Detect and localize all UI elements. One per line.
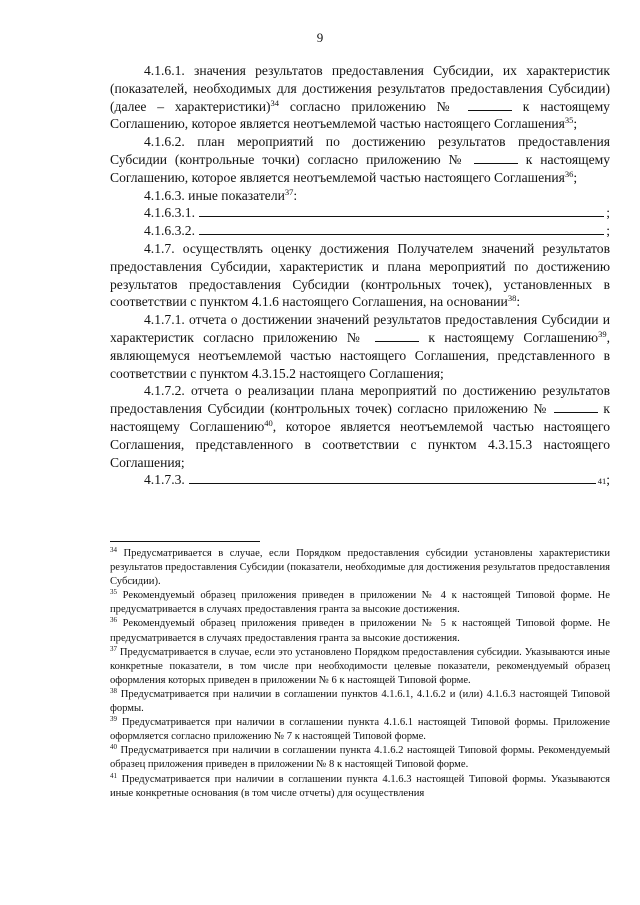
footnotes (110, 547, 610, 801)
main-text (110, 62, 610, 489)
page-number: 9 (316, 30, 324, 45)
paragraph-4-1-6-2: 4.1.6.2. план мероприятий по достижению результатов предоставления Субсидии (контрольные точки) согласно приложению № к настоящему Соглашению, которое является неотъемлемой частью настоящего Соглашения$^{36}$; (110, 134, 610, 185)
footnote-ref-37: 37 (284, 186, 294, 197)
paragraph-4-1-6-3: 4.1.6.3. иные показатели$^{37}$: (144, 186, 298, 203)
appendix-number-blank (375, 330, 419, 342)
paragraph-4-1-6-1: 4.1.6.1. значения результатов предоставления Субсидии, их характеристик (показателей, необходимых для достижения результатов предоставления Субсидии) (далее – характеристики)$^{34}$ согласно приложению № к настоящему Соглашению, которое является неотъемлемой частью настоящего Соглашения$^{35}$; (110, 63, 610, 132)
footnote-ref-36: 36 (564, 168, 574, 179)
paragraph-4-1-6-3-2: 4.1.6.3.2. ; (144, 223, 610, 239)
paragraph-4-1-7-2: 4.1.7.2. отчета о реализации плана мероприятий по достижению результатов предоставления Субсидии (контрольных точек) согласно приложению № к настоящему Соглашению$^{40}$, которое является неотъемлемой частью настоящего Соглашения, представленного в соответствии с пунктом 4.3.15.3 настоящего Соглашения; (110, 383, 610, 470)
footnote: $^{40}$ Предусматривается при наличии в соглашении пункта 4.1.6.2 настоящей Типовой формы. Рекомендуемый образец приложения приведен в приложении № 8 к настоящей Типовой форме. (110, 743, 610, 771)
footnote: $^{35}$ Рекомендуемый образец приложения приведен в приложении № 4 к настоящей Типовой форме. Не предусматривается в случаях предоставления гранта за высокие достижения. (110, 588, 610, 616)
appendix-number-blank (554, 401, 598, 413)
fill-in-line (199, 204, 604, 217)
footnote: $^{37}$ Предусматривается в случае, если это установлено Порядком предоставления субсидии. Указываются иные конкретные показатели, в том числе при необходимости целевые показатели, рекомендуемый образец оформления которых приведен в приложении № 6 к настоящей Типовой форме. (110, 644, 610, 686)
footnote-ref-39: 39 (598, 328, 607, 339)
footnote: $^{39}$ Предусматривается при наличии в соглашении пункта 4.1.6.1 настоящей Типовой формы. Приложение оформляется согласно приложению № 7 к настоящей Типовой форме. (110, 715, 610, 743)
paragraph-4-1-6-3-1: 4.1.6.3.1. ; (144, 205, 610, 221)
footnote-ref-34: 34 (270, 97, 280, 108)
paragraph-4-1-7-3: 4.1.7.3. 41 ; (144, 472, 610, 488)
footnote: $^{41}$ Предусматривается при наличии в соглашении пункта 4.1.6.3 настоящей Типовой формы. Указываются иные конкретные основания (в том числе отчеты) для осуществления (110, 771, 610, 799)
paragraph-4-1-7-1: 4.1.7.1. отчета о достижении значений результатов предоставления Субсидии и характеристик согласно приложению № к настоящему Соглашению$^{39}$, являющемуся неотъемлемой частью настоящего Соглашения, представленного в соответствии с пунктом 4.3.15.2 настоящего Соглашения; (110, 312, 610, 381)
footnote: $^{36}$ Рекомендуемый образец приложения приведен в приложении № 5 к настоящей Типовой форме. Не предусматривается в случаях предоставления гранта за высокие достижения. (110, 616, 610, 644)
paragraph-4-1-7: 4.1.7. осуществлять оценку достижения Получателем значений результатов предоставления Субсидии, характеристик и плана мероприятий по достижению результатов предоставления Субсидии (контрольных точек), установленных в соответствии с пунктом 4.1.6 настоящего Соглашения, на основании$^{38}$: (110, 240, 610, 310)
footnote: $^{34}$ Предусматривается в случае, если Порядком предоставления субсидии установлены характеристики результатов предоставления Субсидии (показатели, необходимые для достижения результатов предоставления Субсидии). (110, 546, 610, 588)
footnote-ref-38: 38 (507, 293, 517, 304)
appendix-number-blank (474, 152, 518, 164)
fill-in-line (199, 222, 604, 235)
fill-in-line (189, 471, 596, 484)
footnote: $^{38}$ Предусматривается при наличии в соглашении пунктов 4.1.6.1, 4.1.6.2 и (или) 4.1.6.3 настоящей Типовой формы. (110, 686, 610, 715)
footnote-separator (110, 541, 260, 542)
footnote-ref-35: 35 (564, 115, 574, 126)
footnote-ref-40: 40 (264, 417, 273, 428)
appendix-number-blank (468, 99, 512, 111)
